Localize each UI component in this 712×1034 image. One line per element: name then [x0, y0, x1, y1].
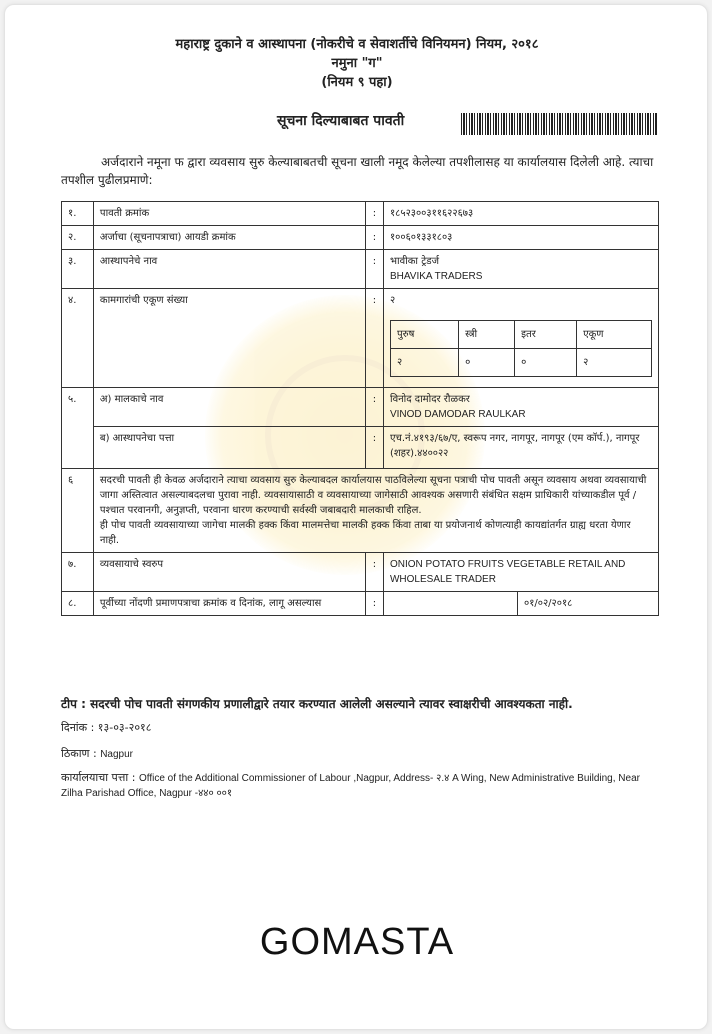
- date-value: १३-०३-२०१८: [97, 721, 152, 734]
- table-row: [62, 427, 659, 469]
- receipt-number-label: पावती क्रमांक: [93, 202, 365, 226]
- rule-reference: (नियम ९ पहा): [321, 75, 393, 90]
- table-row: [62, 553, 659, 592]
- row-number: ७.: [62, 553, 94, 592]
- disclaimer-text-2: ही पोच पावती व्यवसायाच्या जागेचा मालकी हक्क किंवा मालमत्तेचा मालकी हक्क किंवा ताबा या प्रयोजनार्थ कोणत्याही कायद्यांतर्गत ग्राह्य धरता येणार नाही.: [99, 520, 631, 546]
- place-label: ठिकाण :: [61, 747, 97, 760]
- owner-name-value: [383, 388, 658, 427]
- office-address-value: Office of the Additional Commissioner of Labour ,Nagpur, Address- २.४ A Wing, New Administrative Building, Near Zilha Parishad Office, Nagpur -४४० ००१: [61, 773, 640, 799]
- business-nature-label: व्यवसायाचे स्वरुप: [93, 553, 365, 592]
- owner-name-label: अ) मालकाचे नाव: [93, 388, 365, 427]
- place-value: Nagpur: [100, 749, 134, 760]
- footer-watermark-text: GOMASTA: [259, 921, 455, 963]
- application-id-label: अर्जाचा (सूचनापत्राचा) आयडी क्रमांक: [93, 226, 365, 250]
- owner-name-marathi: विनोद दामोदर रौळकर: [389, 394, 470, 405]
- table-row: [62, 469, 659, 553]
- table-row: [62, 388, 659, 427]
- female-count: ०: [459, 349, 515, 377]
- colon-separator: :: [366, 553, 384, 592]
- receipt-page: [4, 4, 708, 1030]
- previous-registration-label: पूर्वीच्या नोंदणी प्रमाणपत्राचा क्रमांक व दिनांक, लागू असल्यास: [93, 592, 365, 616]
- total-workers-count: २: [389, 295, 396, 306]
- colon-separator: :: [366, 592, 384, 616]
- owner-name-english: VINOD DAMODAR RAULKAR: [389, 409, 526, 420]
- barcode-image: [461, 113, 657, 135]
- male-count: २: [390, 349, 458, 377]
- previous-registration-date: ०१/०२/२०१८: [518, 592, 659, 616]
- female-header: स्त्री: [459, 321, 515, 349]
- establishment-address-value: एच.नं.४१९३/६७/ए, स्वरूप नगर, नागपूर, नागपूर (एम कॉर्प.), नागपूर (शहर).४४००२२: [383, 427, 658, 469]
- office-address-label: कार्यालयाचा पत्ता :: [61, 771, 136, 784]
- male-header: पुरुष: [390, 321, 458, 349]
- intro-paragraph: अर्जदाराने नमूना फ द्वारा व्यवसाय सुरु केल्याबाबतची सूचना खाली नमूद केलेल्या तपशीलासह या कार्यालयास दिलेली आहे. त्याचा तपशील पुढीलप्रमाणे:: [61, 155, 654, 187]
- colon-separator: :: [366, 202, 384, 226]
- row-number: २.: [62, 226, 94, 250]
- disclaimer-cell: [93, 469, 658, 553]
- row-number: ५.: [62, 388, 94, 469]
- total-workers-value: [383, 289, 658, 388]
- establishment-name-value: [383, 250, 658, 289]
- receipt-subject: सूचना दिल्याबाबत पावती: [277, 113, 405, 129]
- office-address-line: [61, 771, 641, 801]
- details-table: [61, 201, 659, 616]
- establishment-address-label: ब) आस्थापनेचा पत्ता: [93, 427, 365, 469]
- establishment-name-label: आस्थापनेचे नाव: [93, 250, 365, 289]
- form-name: नमुना "ग": [331, 56, 383, 71]
- workers-header-row: [390, 321, 651, 349]
- previous-registration-number: [383, 592, 517, 616]
- colon-separator: :: [366, 226, 384, 250]
- workers-count-row: [390, 349, 651, 377]
- row-number: ८.: [62, 592, 94, 616]
- business-nature-value: ONION POTATO FRUITS VEGETABLE RETAIL AND WHOLESALE TRADER: [383, 553, 658, 592]
- other-header: इतर: [515, 321, 577, 349]
- row-number: ६: [62, 469, 94, 553]
- total-header: एकूण: [577, 321, 652, 349]
- signature-note: टीप : सदरची पोच पावती संगणकीय प्रणालीद्वारे तयार करण्यात आलेली असल्याने त्यावर स्वाक्षरीची आवश्यकता नाही.: [61, 697, 573, 711]
- establishment-name-marathi: भावीका ट्रेडर्ज: [389, 256, 440, 267]
- row-number: ४.: [62, 289, 94, 388]
- table-row: [62, 250, 659, 289]
- rule-title: महाराष्ट्र दुकाने व आस्थापना (नोकरीचे व सेवाशर्तीचे विनियमन) नियम, २०१८: [175, 37, 539, 52]
- workers-breakdown-table: [390, 320, 652, 377]
- row-number: ३.: [62, 250, 94, 289]
- table-row: [62, 202, 659, 226]
- total-workers-label: कामगारांची एकूण संख्या: [93, 289, 365, 388]
- colon-separator: :: [366, 427, 384, 469]
- colon-separator: :: [366, 289, 384, 388]
- table-row: [62, 226, 659, 250]
- application-id-value: १००६०१३३१८०३: [383, 226, 658, 250]
- other-count: ०: [515, 349, 577, 377]
- row-number: १.: [62, 202, 94, 226]
- table-row: [62, 289, 659, 388]
- date-label: दिनांक :: [61, 721, 95, 734]
- receipt-number-value: १८५२३००३११६२२६७३: [383, 202, 658, 226]
- colon-separator: :: [366, 388, 384, 427]
- colon-separator: :: [366, 250, 384, 289]
- place-line: [61, 747, 641, 762]
- table-row: [62, 592, 659, 616]
- total-count: २: [577, 349, 652, 377]
- date-line: [61, 721, 641, 735]
- establishment-name-english: BHAVIKA TRADERS: [389, 271, 483, 282]
- disclaimer-text: सदरची पावती ही केवळ अर्जदाराने त्याचा व्यवसाय सुरु केल्याबदल कार्यालयास पाठविलेल्या सूचना पत्राची पोच पावती असून व्यवसाय अथवा व्यवसायाची जागा अस्तित्वात असल्याबदलचा पुरावा नाही. व्यवसायासाठी व व्यवसायाच्या जागेसाठी आवश्यक असणारी संबंधित सक्षम प्राधिकारी यांच्याकडील पूर्व / पश्चात परवानगी, अनुज्ञप्ती, परवाना धारण करण्याची सर्वस्वी जबाबदारी मालकाची राहिल.: [99, 475, 647, 516]
- document-header: [5, 35, 708, 92]
